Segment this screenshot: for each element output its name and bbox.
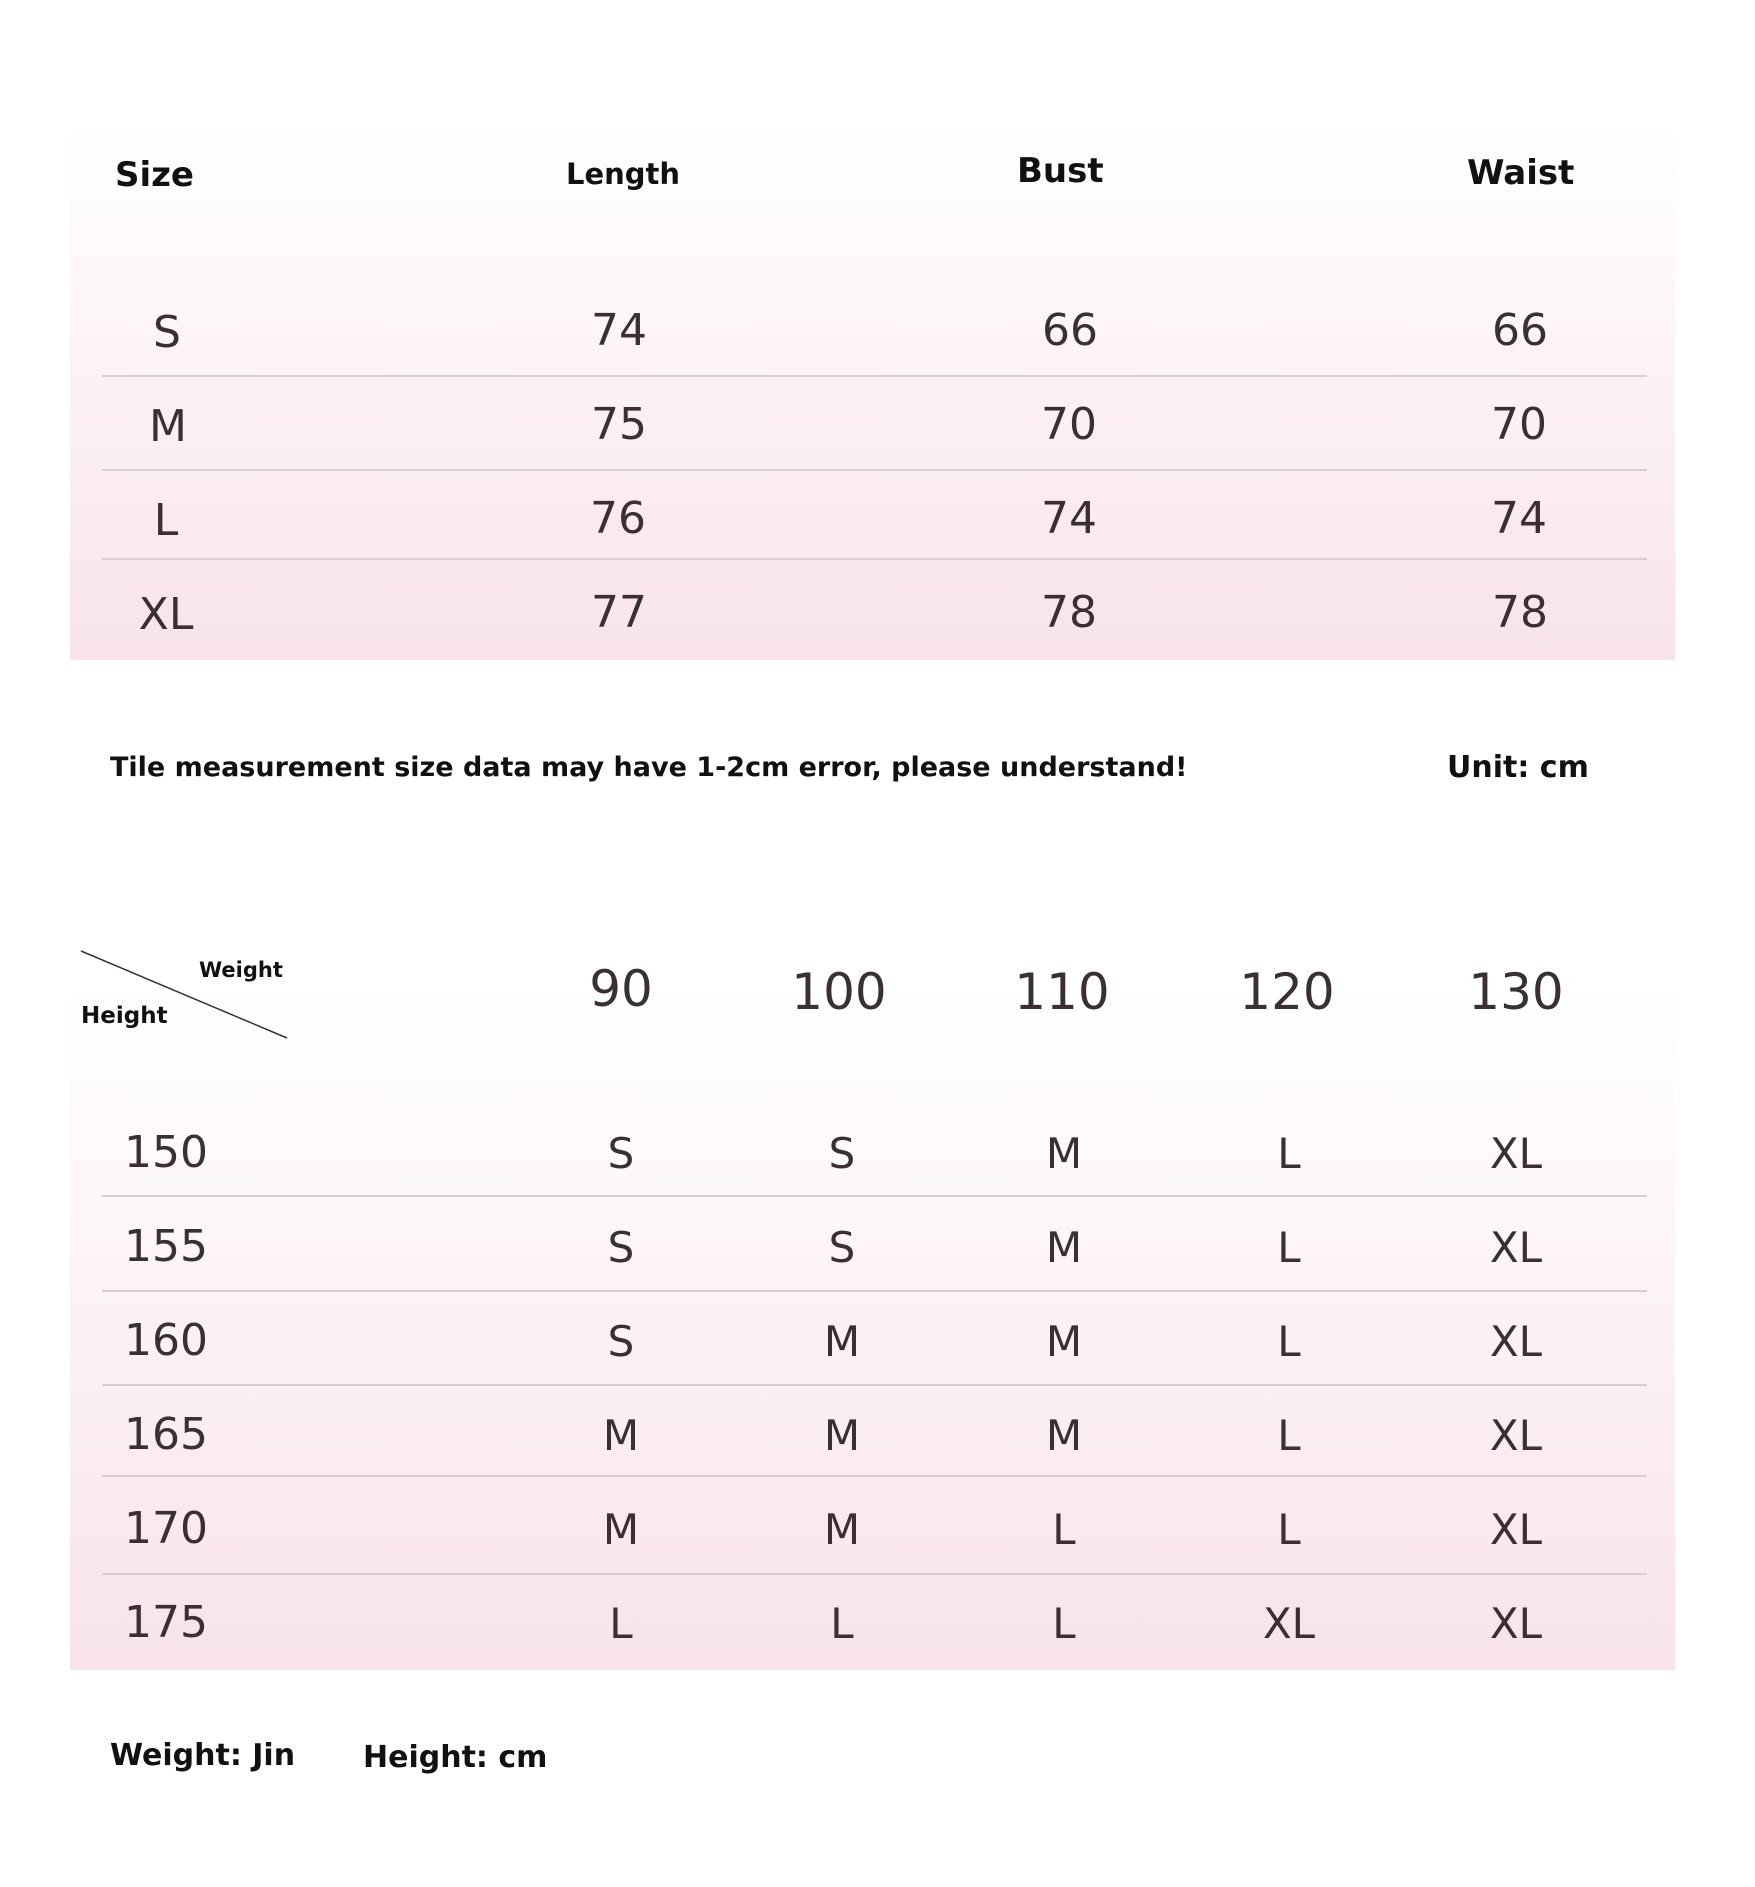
row-divider — [102, 558, 1647, 560]
header-waist: Waist — [1467, 153, 1575, 193]
unit-note: Unit: cm — [1447, 750, 1589, 785]
header-size: Size — [115, 155, 194, 195]
height-unit-note: Height: cm — [363, 1740, 548, 1775]
cell-waist: 74 — [1491, 493, 1547, 544]
row-divider — [102, 469, 1647, 471]
header-length: Length — [566, 157, 681, 191]
fit-cell: S — [828, 1129, 856, 1178]
fit-cell: M — [602, 1505, 640, 1554]
fit-cell: L — [1277, 1129, 1301, 1178]
fit-cell: M — [1045, 1411, 1083, 1460]
cell-bust: 70 — [1041, 399, 1097, 450]
fit-cell: M — [823, 1317, 861, 1366]
cell-length: 74 — [591, 305, 647, 356]
header-bust: Bust — [1017, 151, 1104, 191]
fit-cell: S — [607, 1223, 635, 1272]
fit-cell: XL — [1489, 1223, 1543, 1272]
error-note: Tile measurement size data may have 1-2cm error, please understand! — [110, 752, 1188, 783]
fit-cell: M — [1045, 1223, 1083, 1272]
cell-size: M — [149, 401, 187, 452]
weight-100: 100 — [791, 963, 887, 1021]
fit-cell: XL — [1489, 1317, 1543, 1366]
cell-length: 76 — [590, 493, 646, 544]
cell-bust: 74 — [1041, 493, 1097, 544]
fit-cell: M — [1045, 1129, 1083, 1178]
weight-130: 130 — [1468, 963, 1564, 1021]
fit-cell: XL — [1262, 1599, 1316, 1648]
fit-cell: XL — [1489, 1599, 1543, 1648]
row-divider — [102, 1290, 1647, 1292]
corner-weight-label: Weight — [199, 958, 283, 982]
fit-cell: L — [609, 1599, 633, 1648]
row-height: 170 — [124, 1503, 208, 1554]
cell-waist: 70 — [1491, 399, 1547, 450]
fit-cell: L — [830, 1599, 854, 1648]
fit-cell: M — [602, 1411, 640, 1460]
fit-cell: XL — [1489, 1129, 1543, 1178]
row-divider — [102, 1475, 1647, 1477]
row-height: 175 — [124, 1597, 208, 1648]
row-divider — [102, 1384, 1647, 1386]
cell-size: XL — [138, 589, 194, 640]
row-height: 160 — [124, 1315, 208, 1366]
weight-unit-note: Weight: Jin — [110, 1738, 296, 1773]
fit-cell: XL — [1489, 1411, 1543, 1460]
cell-bust: 78 — [1041, 587, 1097, 638]
fit-cell: S — [607, 1129, 635, 1178]
cell-size: S — [153, 307, 181, 358]
fit-cell: M — [823, 1505, 861, 1554]
weight-120: 120 — [1239, 963, 1335, 1021]
fit-cell: S — [828, 1223, 856, 1272]
cell-length: 75 — [591, 399, 647, 450]
row-divider — [102, 1573, 1647, 1575]
cell-waist: 66 — [1492, 305, 1548, 356]
row-divider — [102, 1195, 1647, 1197]
cell-bust: 66 — [1042, 305, 1098, 356]
size-table — [70, 125, 1675, 660]
fit-cell: L — [1052, 1599, 1076, 1648]
row-height: 165 — [124, 1409, 208, 1460]
fit-cell: L — [1277, 1505, 1301, 1554]
fit-cell: L — [1052, 1505, 1076, 1554]
fit-cell: M — [823, 1411, 861, 1460]
fit-cell: S — [607, 1317, 635, 1366]
row-height: 150 — [124, 1127, 208, 1178]
weight-110: 110 — [1014, 963, 1110, 1021]
cell-length: 77 — [591, 587, 647, 638]
fit-cell: L — [1277, 1411, 1301, 1460]
row-divider — [102, 375, 1647, 377]
row-height: 155 — [124, 1221, 208, 1272]
cell-size: L — [153, 495, 179, 546]
corner-height-label: Height — [81, 1003, 168, 1029]
fit-cell: L — [1277, 1317, 1301, 1366]
fit-cell: L — [1277, 1223, 1301, 1272]
fit-cell: XL — [1489, 1505, 1543, 1554]
fit-cell: M — [1045, 1317, 1083, 1366]
weight-90: 90 — [589, 960, 653, 1018]
cell-waist: 78 — [1492, 587, 1548, 638]
